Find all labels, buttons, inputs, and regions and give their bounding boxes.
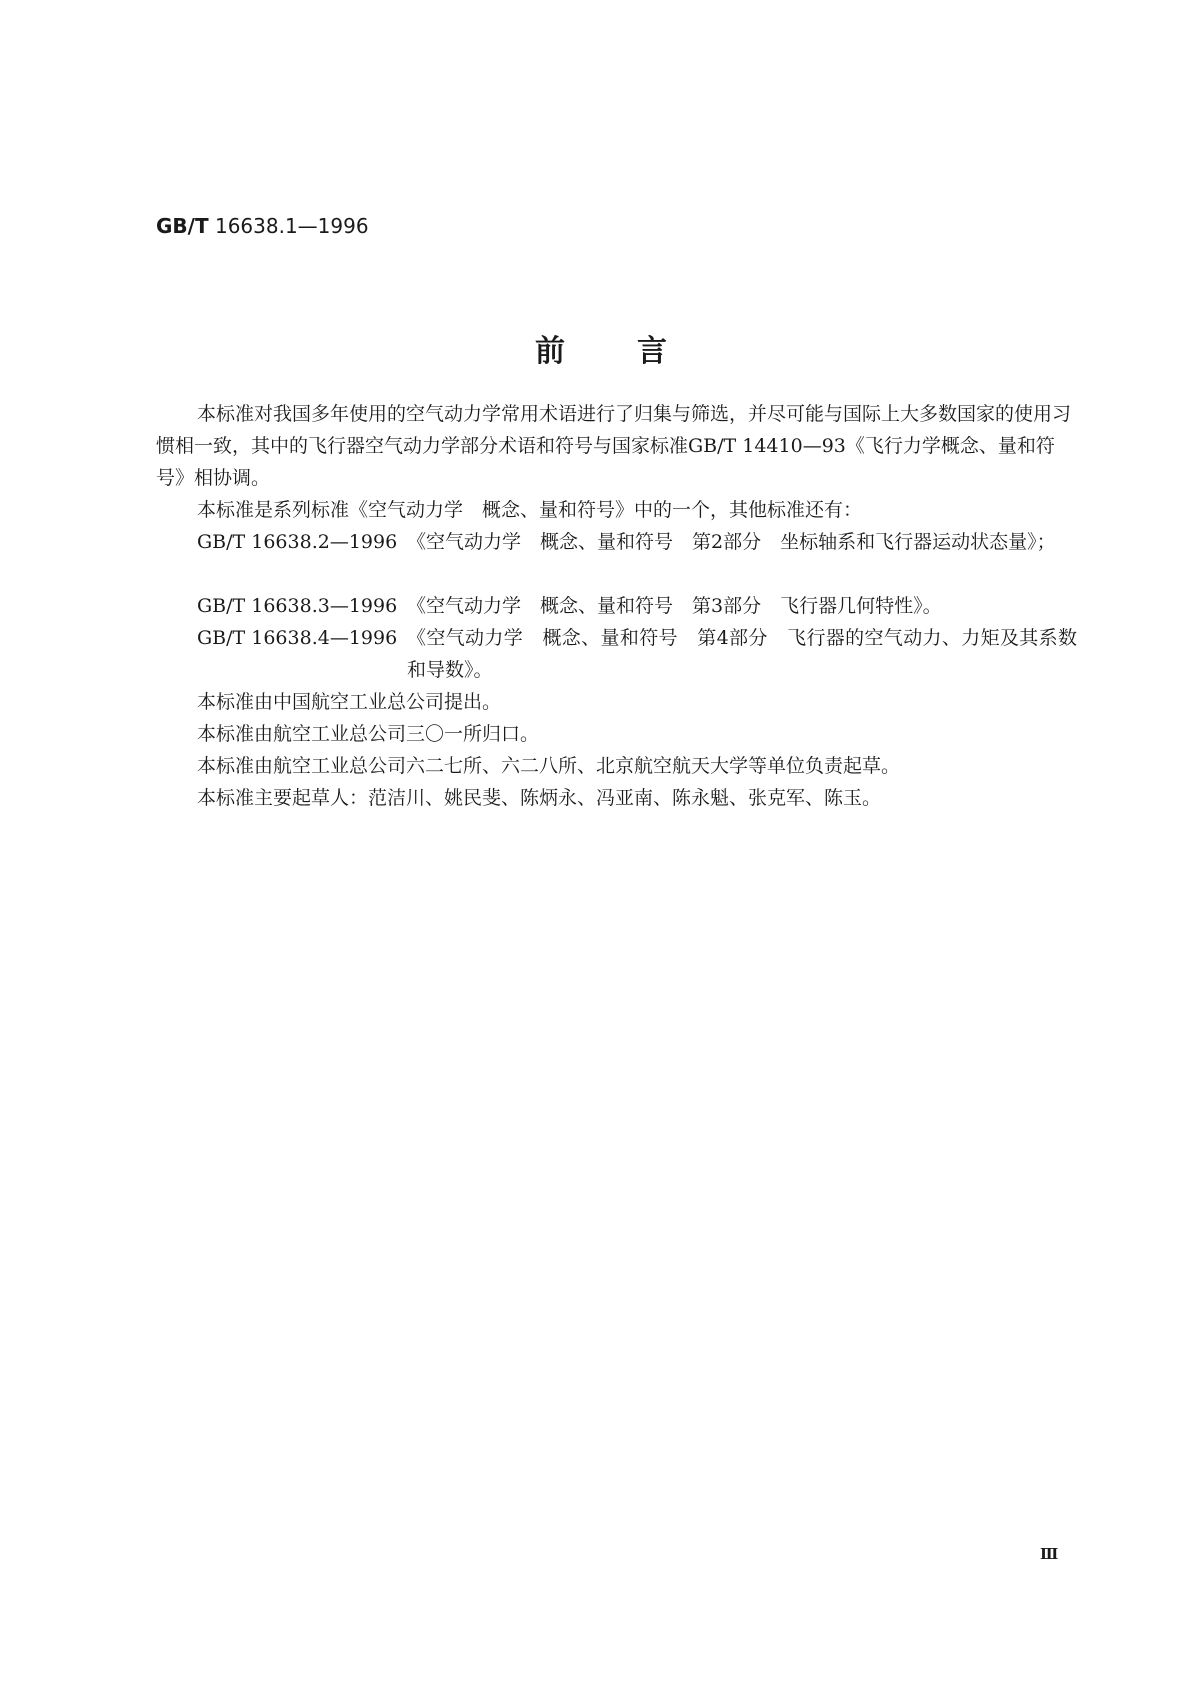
reference-item bbox=[197, 590, 1077, 622]
reference-item bbox=[197, 526, 1077, 558]
reference-code: GB/T 16638.2—1996 bbox=[197, 531, 398, 553]
reference-title: 《空气动力学 概念、量和符号 第4部分 飞行器的空气动力、力矩及其系数和导数》。 bbox=[407, 627, 1077, 681]
reference-title: 《空气动力学 概念、量和符号 第3部分 飞行器几何特性》。 bbox=[407, 595, 942, 617]
reference-code: GB/T 16638.3—1996 bbox=[197, 595, 398, 617]
reference-item bbox=[197, 622, 1077, 686]
reference-code: GB/T 16638.4—1996 bbox=[197, 627, 398, 649]
intro-paragraph-1: 本标准对我国多年使用的空气动力学常用术语进行了归集与筛选，并尽可能与国际上大多数国家的使用习惯相一致，其中的飞行器空气动力学部分术语和符号与国家标准GB/T 14410—93《飞行力学概念、量和符号》相协调。 bbox=[156, 403, 1072, 489]
proposed-by-statement: 本标准由中国航空工业总公司提出。 bbox=[197, 691, 502, 713]
main-drafters-statement: 本标准主要起草人：范洁川、姚民斐、陈炳永、冯亚南、陈永魁、张克军、陈玉。 bbox=[197, 787, 882, 809]
page-number: Ⅲ bbox=[1040, 1545, 1059, 1563]
centralized-by-statement: 本标准由航空工业总公司三〇一所归口。 bbox=[197, 723, 540, 745]
intro-paragraph-2: 本标准是系列标准《空气动力学 概念、量和符号》中的一个，其他标准还有： bbox=[197, 499, 863, 521]
page-title: 前言 bbox=[535, 334, 739, 369]
reference-title: 《空气动力学 概念、量和符号 第2部分 坐标轴系和飞行器运动状态量》； bbox=[407, 531, 1056, 553]
drafted-by-statement: 本标准由航空工业总公司六二七所、六二八所、北京航空航天大学等单位负责起草。 bbox=[197, 755, 901, 777]
standard-code bbox=[156, 212, 369, 240]
standard-number: 16638.1—1996 bbox=[214, 214, 369, 238]
standard-prefix: GB/T bbox=[156, 214, 209, 238]
